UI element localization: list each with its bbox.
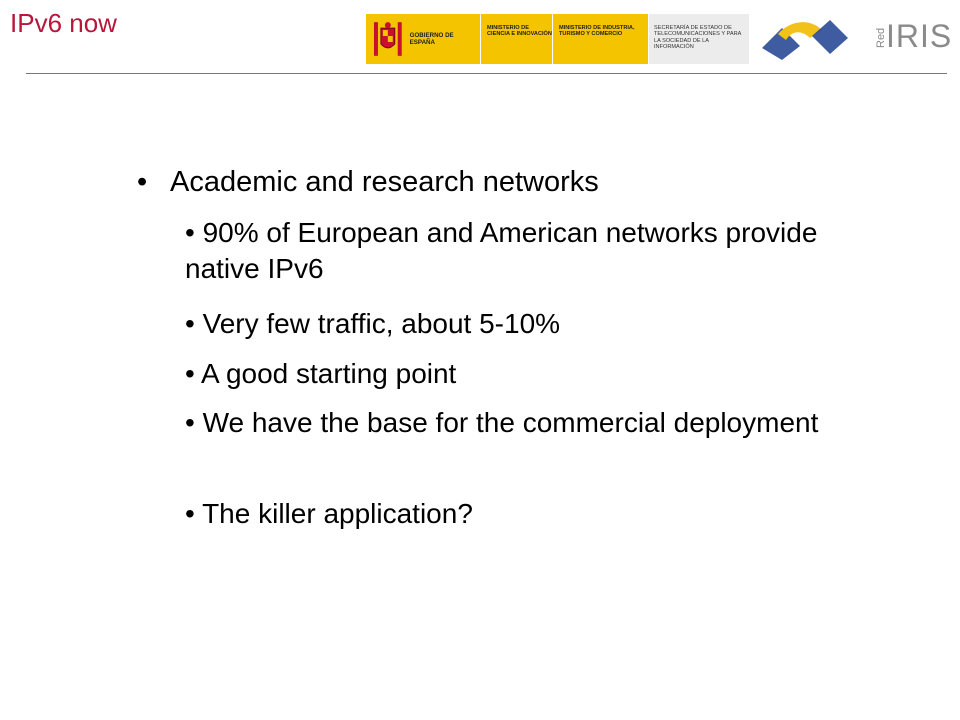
sub-point: • The killer application? (185, 498, 473, 529)
rediris-red-text: Red (875, 27, 887, 48)
sub-point: • Very few traffic, about 5-10% (185, 308, 561, 339)
secretaria-text: SECRETARÍA DE ESTADO DE TELECOMUNICACIONES Y PARA LA SOCIEDAD DE LA INFORMACIÓN (654, 25, 742, 51)
bullet-icon: • (137, 166, 148, 198)
sub-point: • A good starting point (185, 358, 457, 389)
ministerio-ciencia-text: MINISTERIO DE CIENCIA E INNOVACIÓN (487, 25, 552, 38)
ministerio-ciencia-logo (480, 14, 552, 64)
main-point: Academic and research networks (170, 166, 599, 198)
gobierno-text: GOBIERNO DE ESPAÑA (409, 32, 454, 46)
government-logo-strip (366, 14, 754, 64)
secretaria-logo (648, 14, 749, 64)
slide-title: IPv6 now (10, 8, 117, 38)
ministerio-industria-text: MINISTERIO DE INDUSTRIA, TURISMO Y COMERCIO (559, 25, 635, 38)
sub-point: • We have the base for the commercial deployment (185, 407, 819, 438)
rediris-iris-text: IRIS (886, 18, 953, 54)
gobierno-logo (366, 14, 480, 64)
coat-of-arms-icon (372, 20, 404, 58)
ministerio-industria-logo (552, 14, 648, 64)
sub-point: • 90% of European and American networks provide native IPv6 (185, 217, 818, 284)
header-divider (26, 73, 947, 74)
